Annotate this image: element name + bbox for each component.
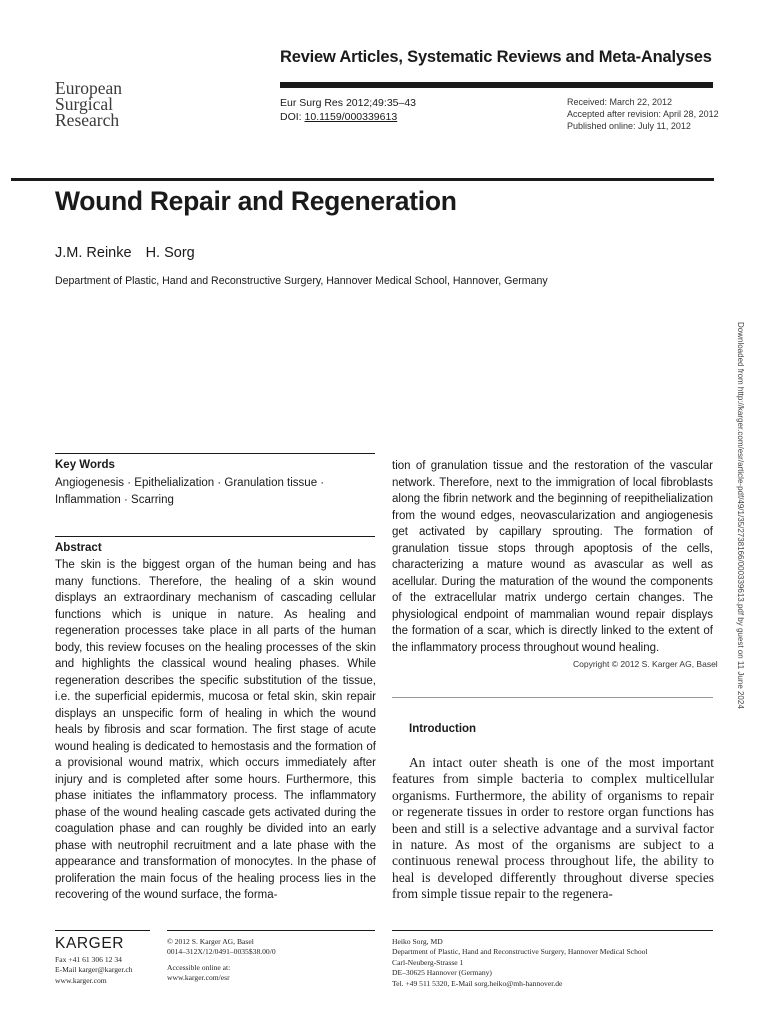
author-1: J.M. Reinke xyxy=(55,245,132,261)
introduction-paragraph: An intact outer sheath is one of the most important features from simple bacteria to complex multicellular organisms. Furthermore, the ability of organisms to repair or regenerate tissues in order to restore organ functions has been and still is a selective advantage and a survival factor in nature. As most of the organisms are subject to a continuous renewal process throughout life, the ability to heal is developed differently throughout diverse species from simple tissue repair to the regenera- xyxy=(392,755,714,902)
affiliation: Department of Plastic, Hand and Reconstructive Surgery, Hannover Medical School, Hannover, Germany xyxy=(55,275,548,287)
footer-rule-3 xyxy=(392,930,713,931)
online-url[interactable]: www.karger.com/esr xyxy=(167,973,230,983)
citation: Eur Surg Res 2012;49:35–43 xyxy=(280,97,417,109)
author-2: H. Sorg xyxy=(145,245,195,261)
corr-street: Carl-Neuberg-Strasse 1 xyxy=(392,957,464,967)
accepted-date: Accepted after revision: April 28, 2012 xyxy=(567,109,719,119)
logo-line-3: Research xyxy=(55,110,120,130)
title-rule xyxy=(11,178,714,181)
keywords-heading: Key Words xyxy=(55,459,115,471)
publisher-email[interactable]: E-Mail karger@karger.ch xyxy=(55,965,133,975)
doi-line xyxy=(280,110,416,124)
article-title: Wound Repair and Regeneration xyxy=(55,186,457,216)
corr-city: DE–30625 Hannover (Germany) xyxy=(392,968,492,978)
section-heading: Review Articles, Systematic Reviews and Meta-Analyses xyxy=(280,48,712,66)
footer-rule-2 xyxy=(167,930,375,931)
publisher-contact xyxy=(55,955,133,986)
online-label: Accessible online at: xyxy=(167,962,231,972)
received-date: Received: March 22, 2012 xyxy=(567,97,673,107)
author-list xyxy=(55,245,209,261)
abstract-rule xyxy=(55,536,375,537)
doi-link[interactable]: 10.1159/000339613 xyxy=(304,111,398,123)
corr-dept: Department of Plastic, Hand and Reconstructive Surgery, Hannover Medical School xyxy=(392,947,648,957)
abstract-text-part2: tion of granulation tissue and the restoration of the vascular network. Therefore, next to the immigration of local fibroblasts along the fibrin network and the beginning of reepithelialization from the wound edges, neovascularization and angiogenesis get activated by capillary sprouting. The formation of granulation tissue stops through apoptosis of the cells, characterizing a mature wound as avascular as well as acellular. During the maturation of the wound the components of the extracellular matrix undergo certain changes. The physiological endpoint of mammalian wound repair displays the formation of a scar, which is directly linked to the extent of the inflammatory process throughout wound healing. xyxy=(392,460,713,654)
correspondence xyxy=(392,937,648,989)
issn: 0014–312X/12/0491–0035$38.00/0 xyxy=(167,947,276,957)
published-date: Published online: July 11, 2012 xyxy=(567,121,691,131)
introduction-rule xyxy=(392,697,713,698)
introduction-body xyxy=(392,755,714,903)
logo-line-1: European xyxy=(55,78,123,98)
publisher-logo: KARGER xyxy=(55,935,125,952)
keywords-text: Angiogenesis · Epithelialization · Granulation tissue · Inflammation · Scarring xyxy=(55,477,325,506)
publication-info xyxy=(167,937,276,984)
header-rule xyxy=(280,82,713,88)
publisher-fax: Fax +41 61 306 12 34 xyxy=(55,955,122,964)
article-dates xyxy=(567,96,719,132)
abstract-heading: Abstract xyxy=(55,542,102,554)
footer-copyright: © 2012 S. Karger AG, Basel xyxy=(167,937,254,946)
corr-name: Heiko Sorg, MD xyxy=(392,937,443,946)
keywords-rule xyxy=(55,453,375,454)
download-watermark: Downloaded from http://karger.com/esr/article-pdf/49/1/35/2738166/000339613.pdf by guest on 11 June 2024 xyxy=(736,322,745,709)
doi-label: DOI: xyxy=(280,111,305,123)
abstract-copyright: Copyright © 2012 S. Karger AG, Basel xyxy=(573,659,718,669)
corr-contact: Tel. +49 511 5320, E-Mail sorg.heiko@mh-hannover.de xyxy=(392,978,563,988)
footer-rule-1 xyxy=(55,930,150,931)
logo-line-2: Surgical xyxy=(55,94,114,114)
citation-block xyxy=(280,96,416,124)
abstract-text-part1: The skin is the biggest organ of the human being and has many functions. Therefore, the healing of a skin wound displays an extraordinary mechanism of cascading cellular functions which is unique in nature. As healing and regeneration processes take place in all parts of the human body, this review focuses on the healing processes of the skin and highlights the classical wound healing phases. While regeneration describes the specific substitution of the tissue, i.e. the superficial epidermis, mucosa or fetal skin, skin repair displays an unspecific form of healing in which the wound heals by fibrosis and scar formation. The first stage of acute wound healing is dedicated to hemostasis and the formation of a provisional wound matrix, which occurs immediately after injury and is completed after some hours. Furthermore, this phase initiates the inflammatory process. The inflammatory phase of the wound healing cascade gets activated during the coagulation phase and can roughly be divided into an early phase with neutrophil recruitment and a late phase with the appearance and transformation of monocytes. In the phase of proliferation the main focus of the healing process lies in the recovering of the wound surface, the forma- xyxy=(55,559,376,901)
journal-logo xyxy=(55,80,122,128)
publisher-web[interactable]: www.karger.com xyxy=(55,975,107,985)
introduction-heading: Introduction xyxy=(409,723,477,735)
